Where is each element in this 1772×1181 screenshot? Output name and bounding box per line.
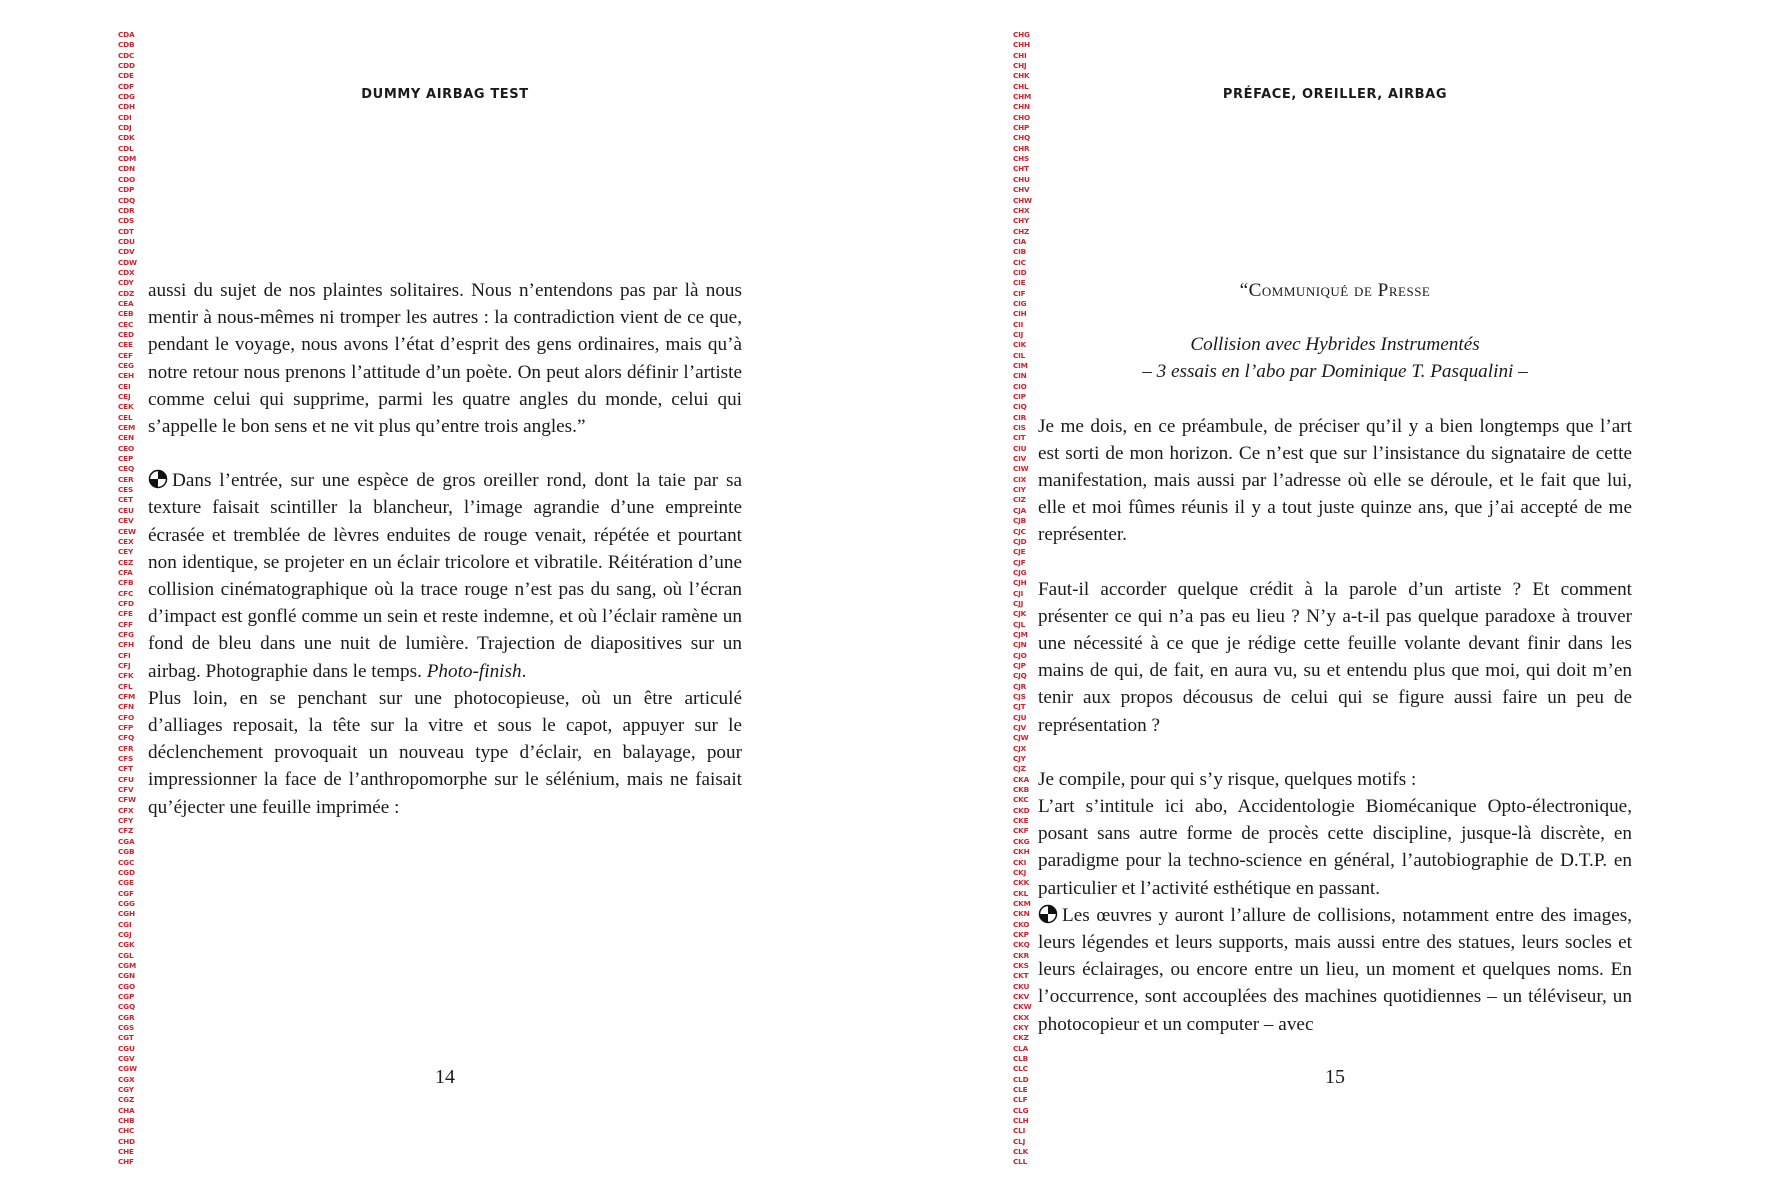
margin-code: CFY [118,816,134,826]
margin-code: CKY [1013,1023,1029,1032]
margin-code: CDT [118,226,134,236]
left-page-number: 14 [435,1066,455,1088]
margin-code: CDR [118,205,135,215]
right-margin-codes [1013,30,1032,1168]
photo-finish-italic: Photo-finish [426,660,522,682]
margin-code: CHW [1013,195,1032,205]
margin-code: CKJ [1013,867,1027,877]
right-paragraph-1: Je me dois, en ce préambule, de préciser qu’il y a bien longtemps que l’art est sorti de mon horizon. Ce n’est que sur l’insistance du signataire de cette manifestation, mais aussi par l’adresse où elle se déroule, et le fait que lui, elle et moi fûmes réunis il y a tout juste quinze ans, que j’ai accepté de me représenter. [1038,415,1632,546]
margin-code: CFZ [118,826,134,836]
margin-code: CDA [118,30,135,39]
margin-code: CEY [118,547,134,557]
margin-code: CGE [118,878,134,888]
margin-code: CDH [118,102,135,112]
margin-code: CGM [118,960,137,970]
margin-code: CHD [118,1136,135,1146]
margin-code: CDE [118,71,134,81]
margin-code: CGY [118,1085,134,1095]
margin-code: CGR [118,1012,135,1022]
margin-code: CLB [1013,1054,1028,1064]
margin-code: CKG [1013,836,1030,846]
margin-code: CGN [118,971,135,981]
margin-code: CHZ [1013,226,1030,236]
margin-code: CFB [118,578,134,588]
margin-code: CIP [1013,392,1026,402]
margin-code: CLF [1013,1095,1028,1105]
margin-code: CEL [118,412,133,422]
margin-code: CHV [1013,185,1030,195]
margin-code: CEA [118,298,134,308]
margin-code: CLC [1013,1064,1028,1074]
margin-code: CDB [118,40,135,50]
margin-code: CHA [118,1105,135,1115]
left-margin-codes [118,30,137,1168]
margin-code: CHG [1013,30,1030,39]
margin-code: CDD [118,61,135,71]
margin-code: CFC [118,588,134,598]
margin-code: CEC [118,319,134,329]
margin-code: CKV [1013,991,1030,1001]
margin-code: CIW [1013,464,1029,474]
margin-code: CIM [1013,361,1028,370]
margin-code: CJM [1013,629,1028,639]
margin-code: CGP [118,991,135,1001]
margin-code: CKT [1013,971,1029,981]
margin-code: CKX [1013,1012,1030,1022]
margin-code: CEF [118,350,133,360]
margin-code: CGJ [118,929,132,939]
margin-code: CIU [1013,443,1027,453]
margin-code: CKQ [1013,940,1030,950]
margin-code: CJW [1013,733,1029,743]
margin-code: CHQ [1013,133,1031,143]
crash-test-target-icon [1038,904,1058,924]
margin-code: CGO [118,981,135,991]
margin-code: CJZ [1013,764,1026,774]
margin-code: CGC [118,857,135,867]
margin-code: CJX [1013,743,1027,753]
margin-code: CFJ [118,660,131,670]
margin-code: CJK [1013,609,1027,619]
margin-code: CEG [118,361,134,370]
margin-code: CIA [1013,236,1027,246]
margin-code: CHI [1013,50,1027,60]
margin-code: CDF [118,81,134,91]
margin-code: CIR [1013,412,1027,422]
margin-code: CJN [1013,640,1027,650]
margin-code: CKM [1013,898,1031,908]
margin-code: CKS [1013,960,1029,970]
margin-code: CFF [118,619,133,629]
margin-code: CIL [1013,350,1026,360]
left-paragraph-2 [148,467,742,685]
margin-code: CGG [118,898,135,908]
margin-code: CJT [1013,702,1026,712]
margin-code: CDO [118,174,136,184]
margin-code: CFL [118,681,133,691]
margin-code: CHY [1013,216,1030,226]
margin-code: CKC [1013,795,1029,805]
margin-code: CDY [118,278,134,288]
margin-code: CFG [118,629,134,639]
right-paragraph-4 [1038,902,1632,1038]
margin-code: CFV [118,785,134,795]
margin-code: CJY [1013,754,1026,764]
margin-code: CEQ [118,464,134,474]
margin-code: CDI [118,112,132,122]
margin-code: CGS [118,1023,134,1032]
left-paragraph-2-text: Dans l’entrée, sur une espèce de gros oreiller rond, dont la taie par sa texture faisait scintiller la blancheur, l’image agrandie d’une empreinte écrasée et tremblée de lèvres enduites de rouge venait, répétée et pourtant non identique, se projeter en un éclair tricolore et vibratile. Réitération d’une collision cinématographique où la trace rouge n’est pas du sang, où l’écran d’impact est gonflé comme un sein et reste indemne, et où l’éclair ramène un fond de bleu dans une nuit de lumière. Trajection de diapositives sur un airbag. Photographie dans le temps. [148,470,742,682]
margin-code: CHH [1013,40,1030,50]
margin-code: CKI [1013,857,1027,867]
margin-code: CEM [118,423,136,433]
margin-code: CJJ [1013,598,1024,608]
margin-code: CEP [118,454,134,464]
margin-code: CIK [1013,340,1027,350]
margin-code: CJA [1013,505,1027,515]
margin-code: CKK [1013,878,1030,888]
margin-code: CFD [118,598,134,608]
margin-code: CEI [118,381,131,391]
left-running-head: DUMMY AIRBAG TEST [361,87,529,102]
right-page [886,0,1772,1181]
right-body-text [1038,277,1632,1038]
margin-code: CIQ [1013,402,1027,412]
margin-code: CKW [1013,1002,1032,1012]
margin-code: CFH [118,640,134,650]
margin-code: CKO [1013,919,1030,929]
margin-code: CES [118,485,133,495]
margin-code: CHS [1013,154,1030,164]
margin-code: CFK [118,671,134,681]
margin-code: CEE [118,340,133,350]
left-body-text [148,277,742,821]
right-paragraph-4-text: Les œuvres y auront l’allure de collisions, notamment entre des images, leurs légendes et leurs supports, mais aussi entre des statues, leurs socles et leurs éclairages, ou encore entre un lieu, un moment et quelques noms. En l’occurrence, sont accouplées des machines quotidiennes – un téléviseur, un photocopieur et un computer – avec [1038,904,1632,1035]
margin-code: CJS [1013,692,1026,701]
margin-code: CEV [118,516,134,526]
subtitle-line-2: – 3 essais en l’abo par Dominique T. Pasqualini – [1142,361,1528,383]
margin-code: CGA [118,836,135,846]
margin-code: CGV [118,1054,135,1064]
margin-code: CIZ [1013,495,1026,505]
margin-code: CDV [118,247,135,257]
margin-code: CGF [118,888,134,898]
margin-code: CFS [118,754,133,764]
margin-code: CJE [1013,547,1026,557]
margin-code: CLE [1013,1085,1028,1095]
margin-code: CII [1013,319,1024,329]
margin-code: CDW [118,257,137,267]
margin-code: CJQ [1013,671,1027,681]
margin-code: CDQ [118,195,136,205]
margin-code: CGD [118,867,135,877]
margin-code: CFM [118,692,136,701]
margin-code: CEO [118,443,134,453]
margin-code: CLI [1013,1126,1026,1136]
margin-code: CLD [1013,1074,1029,1084]
margin-code: CIC [1013,257,1026,267]
margin-code: CHC [118,1126,135,1136]
margin-code: CIN [1013,371,1027,381]
margin-code: CIO [1013,381,1027,391]
press-release-heading: “Communiqué de Presse [1239,280,1431,301]
margin-code: CLK [1013,1147,1029,1157]
margin-code: CDZ [118,288,135,298]
margin-code: CKE [1013,816,1029,826]
left-paragraph-1: aussi du sujet de nos plaintes solitaires. Nous n’entendons pas par là nous mentir à nous-mêmes ni tromper les autres : la contradiction vient de ce que, pendant le voyage, nous avons l’état d’esprit des gens ordinaires, mais qu’à notre retour nous prenons l’attitude d’un poète. On peut alors définir l’artiste comme celui qui supprime, parmi les quatre angles du monde, celui qui s’appelle le bon sens et ne vit plus qu’entre trois angles.” [148,280,742,438]
margin-code: CFI [118,650,131,660]
margin-code: CFU [118,774,134,784]
margin-code: CEH [118,371,134,381]
crash-test-target-icon [148,469,168,489]
margin-code: CJU [1013,712,1027,722]
margin-code: CJC [1013,526,1026,536]
margin-code: CFP [118,723,134,733]
margin-code: CJO [1013,650,1027,660]
margin-code: CHX [1013,205,1030,215]
margin-code: CDM [118,154,137,164]
margin-code: CGQ [118,1002,135,1012]
margin-code: CHM [1013,92,1032,102]
margin-code: CKL [1013,888,1029,898]
margin-code: CFA [118,567,133,577]
margin-code: CFN [118,702,134,712]
margin-code: CKZ [1013,1033,1029,1043]
margin-code: CKH [1013,847,1030,857]
margin-code: CER [118,474,134,484]
margin-code: CJI [1013,588,1024,598]
margin-code: CJV [1013,723,1027,733]
margin-code: CFO [118,712,134,722]
margin-code: CIG [1013,298,1027,308]
margin-code: CFR [118,743,134,753]
margin-code: CIE [1013,278,1026,288]
margin-code: CFQ [118,733,134,743]
margin-code: CHO [1013,112,1031,122]
margin-code: CED [118,329,134,339]
margin-code: CJF [1013,557,1026,567]
margin-code: CEN [118,433,134,443]
margin-code: CLG [1013,1105,1029,1115]
margin-code: CEJ [118,392,131,402]
margin-code: CHL [1013,81,1029,91]
margin-code: CHJ [1013,61,1027,71]
margin-code: CFT [118,764,133,774]
margin-code: CHP [1013,123,1030,133]
margin-code: CDK [118,133,135,143]
margin-code: CEX [118,536,134,546]
margin-code: CEU [118,505,134,515]
margin-code: CGX [118,1074,135,1084]
margin-code: CIS [1013,423,1026,433]
margin-code: CGU [118,1043,135,1053]
margin-code: CET [118,495,133,505]
margin-code: CGI [118,919,132,929]
margin-code: CHU [1013,174,1030,184]
margin-code: CHF [118,1157,134,1167]
margin-code: CDP [118,185,135,195]
margin-code: CHT [1013,164,1029,174]
margin-code: CDS [118,216,135,226]
margin-code: CJP [1013,660,1026,670]
margin-code: CJG [1013,567,1027,577]
margin-code: CFE [118,609,133,619]
margin-code: CGZ [118,1095,135,1105]
margin-code: CDN [118,164,135,174]
margin-code: CIJ [1013,329,1024,339]
margin-code: CGK [118,940,135,950]
margin-code: CLH [1013,1116,1029,1126]
margin-code: CIY [1013,485,1026,495]
margin-code: CEZ [118,557,134,567]
margin-code: CKU [1013,981,1030,991]
margin-code: CLJ [1013,1136,1026,1146]
margin-code: CLA [1013,1043,1029,1053]
margin-code: CIH [1013,309,1027,319]
margin-code: CEK [118,402,134,412]
margin-code: CKB [1013,785,1029,795]
margin-code: CDG [118,92,135,102]
right-page-number: 15 [1325,1066,1345,1088]
margin-code: CJL [1013,619,1026,629]
subtitle-line-1: Collision avec Hybrides Instrumentés [1190,334,1480,356]
margin-code: CGW [118,1064,137,1074]
margin-code: CKN [1013,909,1030,919]
margin-code: CIB [1013,247,1027,257]
left-paragraph-2-end: . [521,660,527,682]
margin-code: CIX [1013,474,1027,484]
margin-code: CJR [1013,681,1027,691]
margin-code: CJH [1013,578,1027,588]
margin-code: CIV [1013,454,1027,464]
margin-code: CDL [118,143,134,153]
margin-code: CHK [1013,71,1030,81]
margin-code: CHB [118,1116,135,1126]
right-running-head: PRÉFACE, OREILLER, AIRBAG [1222,87,1448,102]
margin-code: CKF [1013,826,1029,836]
margin-code: CDC [118,50,135,60]
margin-code: CDX [118,267,135,277]
margin-code: CEW [118,526,136,536]
right-paragraph-3b: L’art s’intitule ici abo, Accidentologie Biomécanique Opto-électronique, posant sans autre forme de procès cette discipline, jusque-là discrète, en paradigme pour la techno-science en général, l’autobiographie de D.T.P. en particulier et l’activité esthétique en passant. [1038,796,1632,899]
margin-code: CFX [118,805,134,815]
margin-code: CJB [1013,516,1027,526]
margin-code: CGL [118,950,134,960]
right-paragraph-2: Faut-il accorder quelque crédit à la parole d’un artiste ? Et comment présenter ce qui n’a pas eu lieu ? N’y a-t-il pas quelque paradoxe à trouver une nécessité à ce que je rédige cette feuille volante devant finir dans les mains de qui, de fait, en aura vu, su et entendu plus que moi, qui doit m’en tenir aux propos décousus de celui qui se figure aussi faire un peu de représentation ? [1038,578,1632,736]
margin-code: CIT [1013,433,1026,443]
margin-code: CKR [1013,950,1030,960]
margin-code: CGH [118,909,135,919]
margin-code: CGB [118,847,135,857]
margin-code: CHR [1013,143,1030,153]
margin-code: CKD [1013,805,1030,815]
margin-code: CKA [1013,774,1030,784]
margin-code: CID [1013,267,1027,277]
margin-code: CJD [1013,536,1027,546]
margin-code: CHN [1013,102,1030,112]
right-paragraph-3a: Je compile, pour qui s’y risque, quelques motifs : [1038,768,1417,790]
margin-code: CGT [118,1033,134,1043]
margin-code: CEB [118,309,134,319]
margin-code: CDU [118,236,135,246]
margin-code: CIF [1013,288,1026,298]
margin-code: CLL [1013,1157,1028,1167]
left-paragraph-3: Plus loin, en se penchant sur une photocopieuse, où un être articulé d’alliages reposait, la tête sur la vitre et sous le capot, appuyer sur le déclenchement provoquait un nouveau type d’éclair, en balayage, pour impressionner la face de l’anthropomorphe sur le sélénium, mais ne faisait qu’éjecter une feuille imprimée : [148,687,742,818]
margin-code: CKP [1013,929,1029,939]
margin-code: CHE [118,1147,134,1157]
margin-code: CDJ [118,123,132,133]
margin-code: CFW [118,795,136,805]
